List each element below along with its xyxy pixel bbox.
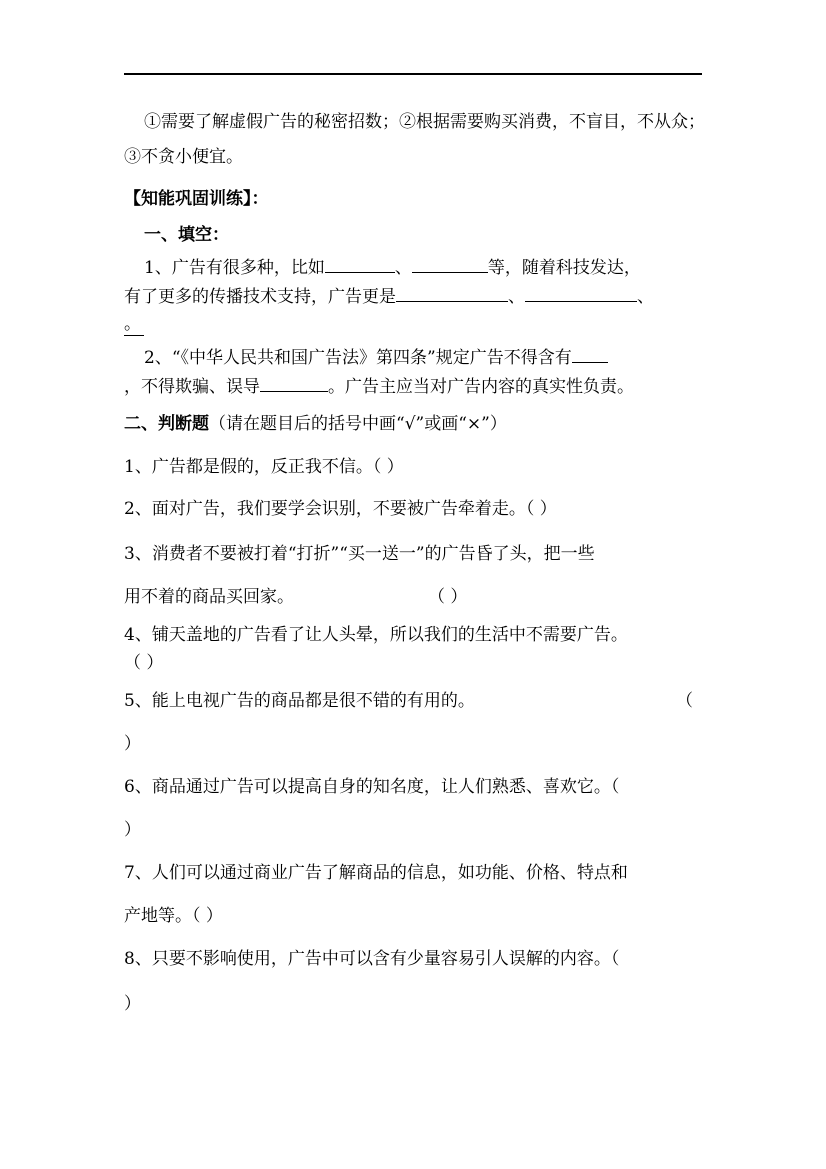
judge-item-6-paren-close[interactable]: ） bbox=[124, 820, 141, 840]
q1-text-a: 1、广告有很多种，比如 bbox=[144, 258, 325, 278]
q1-text-f: 、 bbox=[637, 287, 654, 307]
judge-item-5-paren-open[interactable]: （ bbox=[676, 691, 693, 711]
q1-blank-3[interactable] bbox=[396, 285, 508, 302]
judge-item-3-cont: 用不着的商品买回家。 bbox=[124, 587, 294, 607]
judge-item-4-paren[interactable]: （ ） bbox=[124, 653, 164, 673]
intro-line-2: ③不贪小便宜。 bbox=[124, 147, 243, 167]
section-heading: 【知能巩固训练】： bbox=[124, 189, 269, 209]
judge-item-1: 1、广告都是假的，反正我不信。（ ） bbox=[124, 457, 404, 477]
q1-blank-2[interactable] bbox=[412, 256, 488, 273]
judge-item-5-paren-close[interactable]: ） bbox=[124, 734, 141, 754]
q1-line-2 bbox=[124, 285, 702, 308]
part1-title: 一、填空： bbox=[144, 225, 229, 245]
q2-text-b: ，不得欺骗、误导 bbox=[124, 377, 260, 397]
header-rule bbox=[124, 73, 702, 75]
judge-item-3: 3、消费者不要被打着“打折”“买一送一”的广告昏了头，把一些 bbox=[124, 544, 595, 564]
q1-line-3 bbox=[124, 313, 702, 336]
judge-item-8-paren-close[interactable]: ） bbox=[124, 994, 141, 1014]
intro-line-1: ①需要了解虚假广告的秘密招数；②根据需要购买消费，不盲目，不从众； bbox=[144, 112, 705, 132]
judge-item-5: 5、能上电视广告的商品都是很不错的有用的。 bbox=[124, 691, 475, 711]
part2-title: 二、判断题 bbox=[124, 414, 209, 434]
q2-text-c: 。广告主应当对广告内容的真实性负责。 bbox=[328, 377, 634, 397]
q1-blank-1[interactable] bbox=[325, 256, 395, 273]
judge-item-4: 4、铺天盖地的广告看了让人头晕，所以我们的生活中不需要广告。 bbox=[124, 625, 628, 645]
judge-item-8: 8、只要不影响使用，广告中可以含有少量容易引人误解的内容。（ bbox=[124, 949, 620, 969]
q2-line-2 bbox=[124, 375, 702, 398]
q1-text-e: 、 bbox=[508, 287, 525, 307]
q2-blank-2[interactable] bbox=[260, 375, 328, 392]
judge-item-7: 7、人们可以通过商业广告了解商品的信息，如功能、价格、特点和 bbox=[124, 863, 628, 883]
q1-line-1 bbox=[144, 256, 722, 279]
q2-text-a: 2、“《中华人民共和国广告法》第四条”规定广告不得含有 bbox=[144, 348, 572, 368]
q1-text-g: 。 bbox=[124, 313, 144, 336]
q1-blank-4[interactable] bbox=[525, 285, 637, 302]
judge-item-3-paren[interactable]: （ ） bbox=[428, 587, 468, 607]
part2-instruction: （请在题目后的括号中画“√”或画“×”） bbox=[209, 414, 507, 434]
judge-item-7-cont: 产地等。（ ） bbox=[124, 906, 223, 926]
q2-blank-1[interactable] bbox=[572, 346, 608, 363]
q1-text-b: 、 bbox=[394, 258, 412, 278]
q1-text-d: 有了更多的传播技术支持，广告更是 bbox=[124, 287, 396, 307]
judge-item-2: 2、面对广告，我们要学会识别，不要被广告牵着走。（ ） bbox=[124, 499, 557, 519]
part2-heading bbox=[124, 413, 702, 435]
q1-text-c: 等，随着科技发达， bbox=[487, 258, 641, 278]
judge-item-6: 6、商品通过广告可以提高自身的知名度，让人们熟悉、喜欢它。（ bbox=[124, 777, 620, 797]
q2-line-1 bbox=[144, 346, 722, 369]
